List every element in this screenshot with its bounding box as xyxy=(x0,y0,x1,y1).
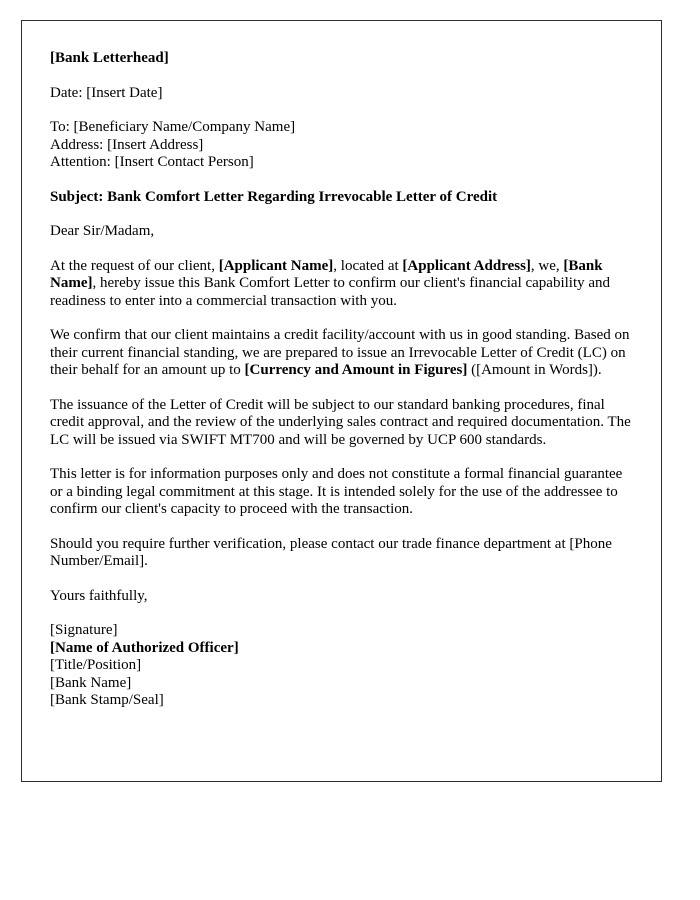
body-paragraph xyxy=(50,327,631,380)
body-paragraph xyxy=(50,466,631,519)
signature-line xyxy=(50,692,631,710)
closing: Yours faithfully, xyxy=(50,587,148,604)
placeholder-bold-text: [Applicant Name] xyxy=(218,257,334,274)
placeholder-bold-text: [Currency and Amount in Figures] xyxy=(244,362,468,378)
body-text: ([Amount in Words]). xyxy=(467,362,602,378)
body-text: The issuance of the Letter of Credit will be subject to our standard banking procedures, final credit approval, and the review of the underlying sales contract and required documentation. The LC will be issued via SWIFT MT700 and will be governed by UCP 600 standards. xyxy=(50,396,631,448)
recipient-block xyxy=(50,119,631,172)
placeholder-bold-text: [Name of Authorized Officer] xyxy=(50,639,239,656)
signature-line xyxy=(50,622,631,640)
salutation: Dear Sir/Madam, xyxy=(50,223,155,239)
signature-line xyxy=(50,640,631,658)
body-text: [Bank Stamp/Seal] xyxy=(50,692,164,708)
placeholder-bold-text: [Bank Name] xyxy=(50,257,603,291)
date-line: Date: [Insert Date] xyxy=(50,84,163,101)
body-text: At the request of our client, xyxy=(50,257,219,274)
body-paragraphs xyxy=(50,258,631,571)
subject-line: Subject: Bank Comfort Letter Regarding Irrevocable Letter of Credit xyxy=(50,188,498,205)
signature-block xyxy=(50,622,631,710)
recipient-attention: Attention: [Insert Contact Person] xyxy=(50,154,254,170)
body-paragraph xyxy=(50,258,631,311)
body-paragraph xyxy=(50,397,631,450)
body-text: , located at xyxy=(333,257,403,274)
body-text: , we, xyxy=(530,257,564,274)
body-text: [Bank Name] xyxy=(50,674,132,691)
recipient-to: To: [Beneficiary Name/Company Name] xyxy=(50,119,296,135)
body-text: Should you require further verification, please contact our trade finance department at [Phone Number/Email]. xyxy=(50,535,612,569)
recipient-address: Address: [Insert Address] xyxy=(50,136,204,153)
placeholder-bold-text: [Applicant Address] xyxy=(402,257,531,274)
body-text: , hereby issue this Bank Comfort Letter to confirm our client's financial capability and readiness to enter into a commercial transaction with you. xyxy=(50,275,611,309)
body-paragraph xyxy=(50,536,631,571)
letterhead: [Bank Letterhead] xyxy=(50,50,169,66)
signature-line xyxy=(50,657,631,675)
signature-line xyxy=(50,675,631,693)
body-text: We confirm that our client maintains a credit facility/account with us in good standing. Based on their current financial standing, we are prepared to issue an Irrevocable Letter of Credit (LC) on their behalf for an amount up to xyxy=(50,327,630,378)
letter-border-frame xyxy=(21,20,662,782)
body-text: [Title/Position] xyxy=(50,657,142,673)
body-text: This letter is for information purposes only and does not constitute a formal financial guarantee or a binding legal commitment at this stage. It is intended solely for the use of the addressee to confirm our client's capacity to proceed with the transaction. xyxy=(50,466,623,517)
body-text: [Signature] xyxy=(50,622,118,638)
